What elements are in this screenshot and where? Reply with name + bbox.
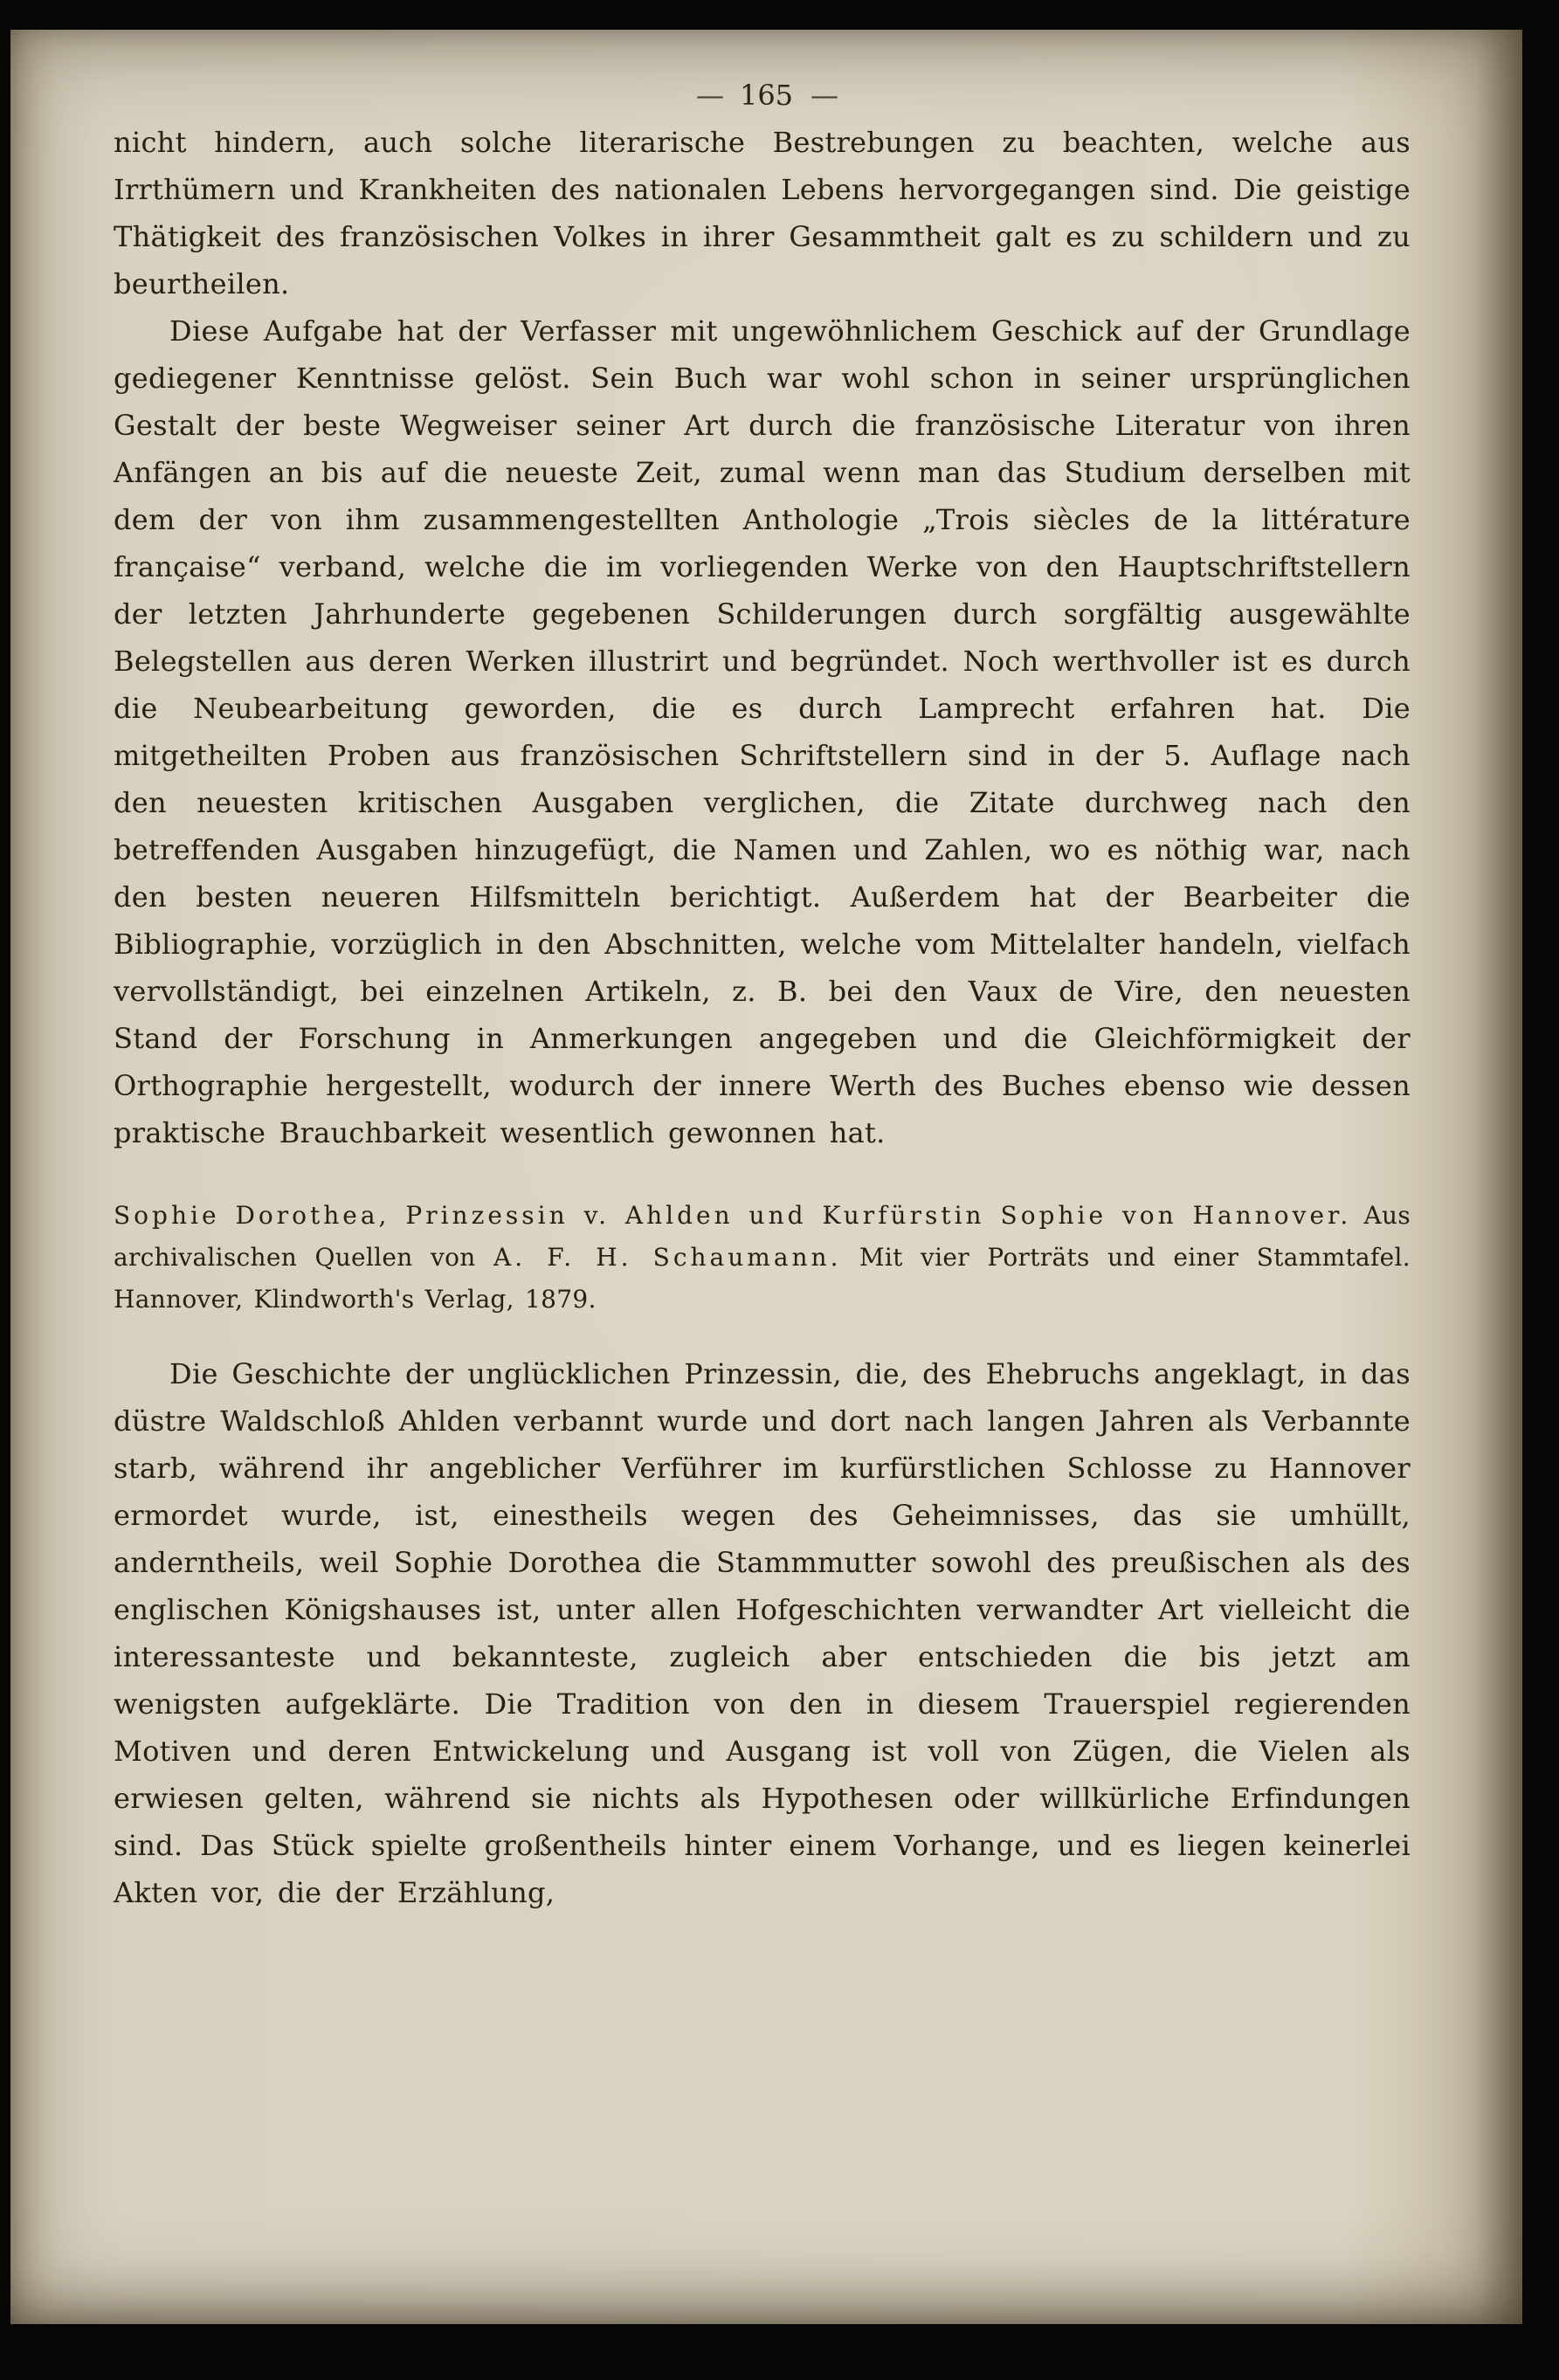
paragraph-continuation: nicht hindern, auch solche literarische Bestrebungen zu beachten, welche aus Irrthümern und Krankheiten des nationalen Lebens hervorgegangen sind. Die geistige Thätigkeit des französischen Volkes in ihrer Gesammtheit galt es zu schildern und zu beurtheilen.	[114, 126, 1411, 300]
header-dash-left: —	[695, 79, 722, 112]
page-text	[114, 119, 1411, 1916]
bibliography-entry	[114, 1195, 1411, 1321]
header-dash-right: —	[811, 79, 838, 112]
paragraph-review: Diese Aufgabe hat der Verfasser mit ungewöhnlichem Geschick auf der Grundlage gediegener Kenntnisse gelöst. Sein Buch war wohl schon in seiner ursprünglichen Gestalt der beste Wegweiser seiner Art durch die französische Literatur von ihren Anfängen an bis auf die neueste Zeit, zumal wenn man das Studium derselben mit dem der von ihm zusammengestellten Anthologie „Trois siècles de la littérature française“ verband, welche die im vorliegenden Werke von den Hauptschriftstellern der letzten Jahrhunderte gegebenen Schilderungen durch sorgfältig ausgewählte Belegstellen aus deren Werken illustrirt und begründet. Noch werthvoller ist es durch die Neubearbeitung geworden, die es durch Lamprecht erfahren hat. Die mitgetheilten Proben aus französischen Schriftstellern sind in der 5. Auflage nach den neuesten kritischen Ausgaben verglichen, die Zitate durchweg nach den betreffenden Ausgaben hinzugefügt, die Namen und Zahlen, wo es nöthig war, nach den besten neueren Hilfsmitteln berichtigt. Außerdem hat der Bearbeiter die Bibliographie, vorzüglich in den Abschnitten, welche vom Mittelalter handeln, vielfach vervollständigt, bei einzelnen Artikeln, z. B. bei den Vaux de Vire, den neuesten Stand der Forschung in Anmerkungen angegeben und die Gleichförmigkeit der Orthographie hergestellt, wodurch der innere Werth des Buches ebenso wie dessen praktische Brauchbarkeit wesentlich gewonnen hat.	[114, 314, 1411, 1149]
bibliography-author: A. F. H. Schaumann.	[493, 1243, 842, 1272]
page-number: 165	[739, 79, 794, 112]
bibliography-title: Sophie Dorothea, Prinzessin v. Ahlden und Kurfürstin Sophie von Hannover.	[114, 1201, 1352, 1230]
page-header	[10, 79, 1522, 112]
book-page	[10, 30, 1522, 2324]
paragraph-story: Die Geschichte der unglücklichen Prinzessin, die, des Ehebruchs angeklagt, in das düstre Waldschloß Ahlden verbannt wurde und dort nach langen Jahren als Verbannte starb, während ihr angeblicher Verführer im kurfürstlichen Schlosse zu Hannover ermordet wurde, ist, einestheils wegen des Geheimnisses, das sie umhüllt, anderntheils, weil Sophie Dorothea die Stammmutter sowohl des preußischen als des englischen Königshauses ist, unter allen Hofgeschichten verwandter Art vielleicht die interessanteste und bekannteste, zugleich aber entschieden die bis jetzt am wenigsten aufgeklärte. Die Tradition von den in diesem Trauerspiel regierenden Motiven und deren Entwickelung und Ausgang ist voll von Zügen, die Vielen als erwiesen gelten, während sie nichts als Hypothesen oder willkürliche Erfindungen sind. Das Stück spielte großentheils hinter einem Vorhange, und es liegen keinerlei Akten vor, die der Erzählung,	[114, 1357, 1411, 1909]
bibliography-imprint: Mit vier Porträts und einer Stammtafel. Hannover, Klindworth's Verlag, 1879.	[114, 1243, 1411, 1314]
bibliography-source: Aus archivalischen Quellen von	[114, 1201, 1411, 1272]
